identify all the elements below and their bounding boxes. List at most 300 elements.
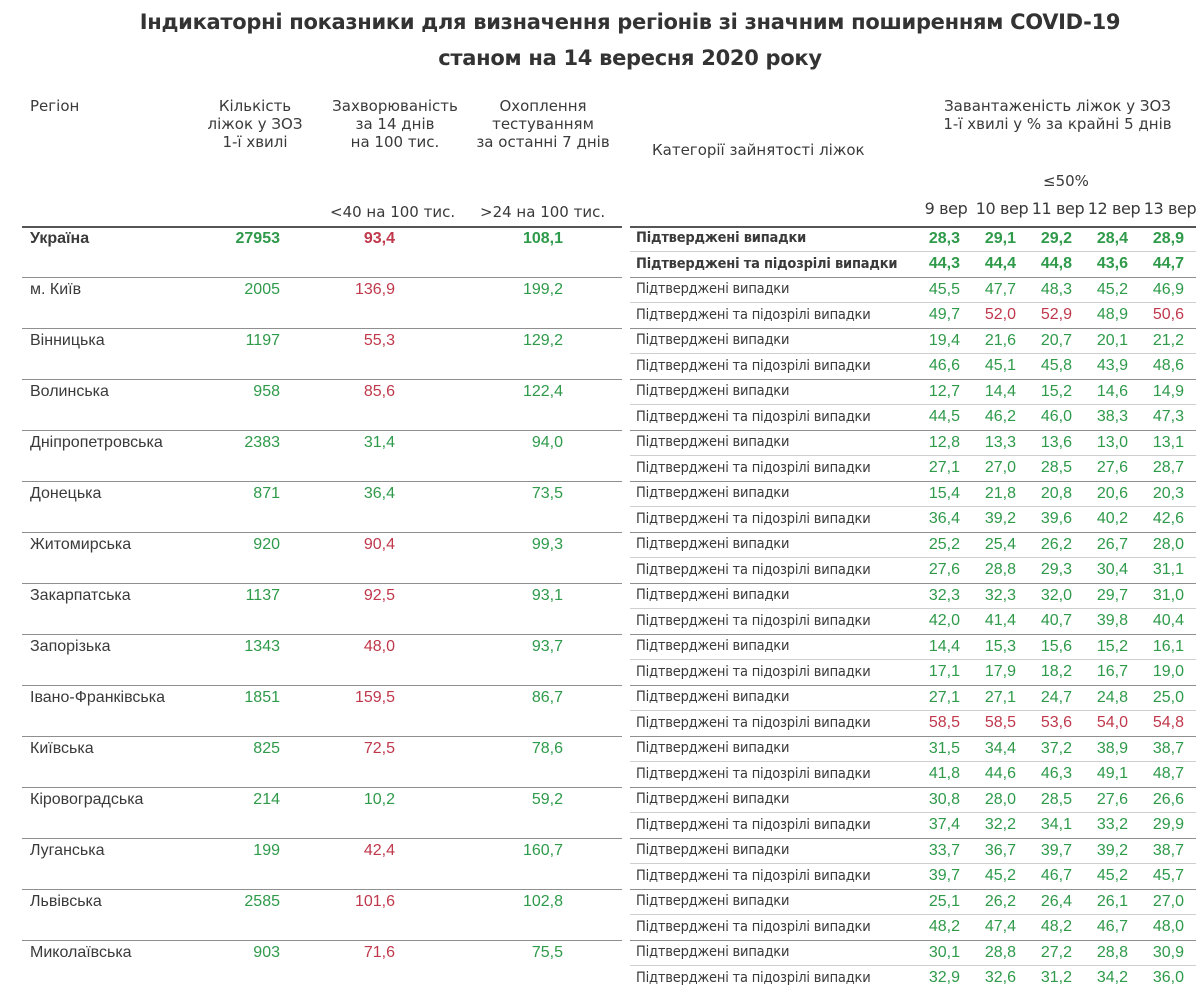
beds-count: 2383 [244,434,280,451]
beds-count: 871 [253,485,280,502]
load-value: 20,1 [1096,332,1128,349]
category-confirmed: Підтверджені випадки [636,893,790,909]
row-divider [22,583,622,584]
load-values-suspected [910,255,1190,273]
testing-value: 99,3 [531,536,563,553]
morbidity-value: 36,4 [363,485,395,502]
load-value: 40,7 [1040,612,1072,629]
category-suspected: Підтверджені та підозрілі випадки [636,307,871,323]
load-value: 44,5 [928,408,960,425]
load-value: 37,2 [1040,740,1072,757]
load-value: 13,6 [1040,434,1072,451]
testing-value: 122,4 [522,383,563,400]
beds-count: 1343 [244,638,280,655]
load-value: 39,2 [1096,842,1128,859]
load-value: 26,2 [984,893,1016,910]
load-value: 38,7 [1152,740,1184,757]
load-value: 45,5 [928,281,960,298]
load-value: 15,4 [928,485,960,502]
date-headers [918,199,1198,218]
row-subdivider [630,965,1196,966]
load-value: 16,7 [1096,663,1128,680]
category-suspected: Підтверджені та підозрілі випадки [636,817,871,833]
load-value: 45,8 [1040,357,1072,374]
load-value: 14,4 [984,383,1016,400]
load-value: 36,0 [1152,969,1184,986]
row-divider [22,328,622,329]
load-value: 28,7 [1152,459,1184,476]
load-value: 31,5 [928,740,960,757]
row-divider [630,889,1196,890]
category-suspected: Підтверджені та підозрілі випадки [636,766,871,782]
category-confirmed: Підтверджені випадки [636,485,790,501]
load-value: 30,9 [1152,944,1184,961]
load-value: 45,2 [1096,281,1128,298]
load-value: 44,8 [1040,255,1072,272]
load-value: 21,8 [984,485,1016,502]
row-subdivider [630,812,1196,813]
load-value: 20,6 [1096,485,1128,502]
load-value: 48,6 [1152,357,1184,374]
load-value: 58,5 [984,714,1016,731]
load-value: 15,6 [1040,638,1072,655]
morbidity-value: 159,5 [354,689,395,706]
load-value: 48,9 [1096,306,1128,323]
region-name: Луганська [30,842,105,859]
row-divider [22,685,622,686]
row-subdivider [630,863,1196,864]
load-value: 46,7 [1096,918,1128,935]
load-value: 45,2 [984,867,1016,884]
load-value: 32,9 [928,969,960,986]
testing-value: 199,2 [522,281,563,298]
date-header: 11 вер [1031,199,1085,218]
load-value: 46,3 [1040,765,1072,782]
load-value: 14,9 [1152,383,1184,400]
load-value: 24,8 [1096,689,1128,706]
row-subdivider [630,608,1196,609]
testing-value: 93,1 [531,587,563,604]
load-value: 14,6 [1096,383,1128,400]
load-value: 17,1 [928,663,960,680]
category-confirmed: Підтверджені випадки [636,842,790,858]
region-name: Запорізька [30,638,111,655]
morbidity-value: 85,6 [363,383,395,400]
header-category: Категорії зайнятості ліжок [652,141,865,159]
row-divider [630,838,1196,839]
testing-value: 78,6 [531,740,563,757]
load-value: 15,2 [1040,383,1072,400]
beds-count: 2585 [244,893,280,910]
load-value: 38,7 [1152,842,1184,859]
load-values-confirmed [910,842,1190,860]
header-bed-load: Завантаженість ліжок у ЗОЗ 1-ї хвилі у % за крайні 5 днів [943,97,1172,133]
row-subdivider [630,914,1196,915]
load-values-confirmed [910,740,1190,758]
header-morbidity: Захворюваність за 14 днів на 100 тис. [332,97,458,151]
region-name: Івано-Франківська [30,689,165,706]
load-value: 44,3 [928,255,960,272]
region-name: Вінницька [30,332,105,349]
beds-count: 1197 [245,332,280,349]
row-divider [22,277,622,278]
load-value: 27,6 [1096,459,1128,476]
date-header: 10 вер [975,199,1029,218]
row-divider [630,328,1196,329]
load-value: 20,8 [1040,485,1072,502]
load-value: 42,0 [928,612,960,629]
testing-value: 75,5 [531,944,563,961]
row-subdivider [630,557,1196,558]
load-value: 29,1 [984,230,1016,247]
category-confirmed: Підтверджені випадки [636,791,790,807]
load-value: 38,3 [1096,408,1128,425]
row-divider [630,685,1196,686]
load-values-confirmed [910,434,1190,452]
load-value: 48,3 [1040,281,1072,298]
testing-value: 73,5 [531,485,563,502]
load-value: 21,2 [1152,332,1184,349]
load-values-confirmed [910,638,1190,656]
row-divider [630,736,1196,737]
load-value: 58,5 [928,714,960,731]
morbidity-value: 90,4 [363,536,395,553]
category-confirmed: Підтверджені випадки [636,587,790,603]
load-values-confirmed [910,587,1190,605]
row-divider [630,430,1196,431]
beds-count: 214 [253,791,280,808]
load-value: 32,3 [928,587,960,604]
category-suspected: Підтверджені та підозрілі випадки [636,919,871,935]
load-value: 53,6 [1040,714,1072,731]
load-value: 47,3 [1152,408,1184,425]
row-divider [22,481,622,482]
load-value: 34,4 [984,740,1016,757]
table-row [0,838,1200,889]
load-value: 48,0 [1152,918,1184,935]
load-value: 27,6 [1096,791,1128,808]
load-value: 20,3 [1152,485,1184,502]
row-divider [22,634,622,635]
load-values-confirmed [910,485,1190,503]
row-subdivider [630,251,1196,252]
load-value: 15,3 [984,638,1016,655]
testing-value: 93,7 [531,638,563,655]
load-value: 52,0 [984,306,1016,323]
load-threshold: ≤50% [1043,172,1089,190]
category-confirmed: Підтверджені випадки [636,281,790,297]
load-value: 40,2 [1096,510,1128,527]
load-value: 25,0 [1152,689,1184,706]
load-values-confirmed [910,281,1190,299]
load-value: 39,7 [1040,842,1072,859]
load-value: 20,7 [1040,332,1072,349]
load-value: 49,1 [1096,765,1128,782]
load-value: 29,3 [1040,561,1072,578]
row-subdivider [630,761,1196,762]
testing-value: 94,0 [531,434,563,451]
beds-count: 1137 [245,587,280,604]
load-value: 27,1 [928,459,960,476]
load-value: 48,2 [928,918,960,935]
load-value: 28,8 [984,561,1016,578]
table-row [0,634,1200,685]
load-value: 32,0 [1040,587,1072,604]
row-divider [630,277,1196,278]
region-name: Донецька [30,485,102,502]
beds-count: 2005 [244,281,280,298]
row-divider [630,481,1196,482]
load-value: 46,6 [928,357,960,374]
load-value: 25,4 [984,536,1016,553]
load-value: 50,6 [1152,306,1184,323]
row-divider [630,583,1196,584]
load-values-suspected [910,918,1190,936]
load-value: 27,6 [928,561,960,578]
category-suspected: Підтверджені та підозрілі випадки [636,970,871,986]
load-value: 46,2 [984,408,1016,425]
load-values-suspected [910,816,1190,834]
load-value: 46,0 [1040,408,1072,425]
load-value: 16,1 [1152,638,1184,655]
load-value: 39,7 [928,867,960,884]
row-divider [22,736,622,737]
testing-value: 160,7 [522,842,563,859]
region-name: Кіровоградська [30,791,144,808]
load-values-suspected [910,663,1190,681]
beds-count: 920 [253,536,280,553]
load-value: 28,8 [1096,944,1128,961]
beds-count: 825 [253,740,280,757]
load-value: 47,7 [984,281,1016,298]
load-value: 19,0 [1152,663,1184,680]
load-values-suspected [910,867,1190,885]
load-value: 31,0 [1152,587,1184,604]
date-header: 9 вер [924,199,968,218]
region-name: Волинська [30,383,109,400]
load-value: 42,6 [1152,510,1184,527]
beds-count: 958 [253,383,280,400]
category-suspected: Підтверджені та підозрілі випадки [636,409,871,425]
testing-value: 102,8 [522,893,563,910]
load-value: 29,2 [1040,230,1072,247]
row-divider [630,226,1196,228]
load-value: 38,9 [1096,740,1128,757]
load-value: 33,7 [928,842,960,859]
header-beds: Кількість ліжок у ЗОЗ 1-ї хвилі [207,97,303,151]
load-values-suspected [910,510,1190,528]
load-value: 14,4 [928,638,960,655]
load-value: 26,2 [1040,536,1072,553]
header-region: Регіон [30,97,80,115]
page-subtitle: станом на 14 вересня 2020 року [438,46,822,70]
load-value: 40,4 [1152,612,1184,629]
header-testing: Охоплення тестуванням за останні 7 днів [476,97,610,151]
category-confirmed: Підтверджені випадки [636,383,790,399]
morbidity-value: 31,4 [363,434,395,451]
load-value: 43,9 [1096,357,1128,374]
region-name: Львівська [30,893,102,910]
morbidity-value: 101,6 [354,893,395,910]
row-divider [22,532,622,533]
row-divider [22,379,622,380]
category-confirmed: Підтверджені випадки [636,638,790,654]
row-subdivider [630,302,1196,303]
load-value: 18,2 [1040,663,1072,680]
morbidity-value: 42,4 [363,842,395,859]
table-row [0,277,1200,328]
row-divider [22,226,622,228]
load-values-suspected [910,459,1190,477]
page-title: Індикаторні показники для визначення регіонів зі значним поширенням COVID-19 [139,10,1121,34]
category-suspected: Підтверджені та підозрілі випадки [636,613,871,629]
morbidity-value: 72,5 [363,740,395,757]
load-value: 45,2 [1096,867,1128,884]
category-suspected: Підтверджені та підозрілі випадки [636,868,871,884]
load-values-confirmed [910,893,1190,911]
row-divider [630,940,1196,941]
row-subdivider [630,353,1196,354]
load-values-suspected [910,765,1190,783]
row-divider [22,940,622,941]
table-row [0,430,1200,481]
category-confirmed: Підтверджені випадки [636,332,790,348]
load-values-suspected [910,714,1190,732]
load-value: 45,7 [1152,867,1184,884]
category-confirmed: Підтверджені випадки [636,944,790,960]
load-value: 30,8 [928,791,960,808]
load-values-suspected [910,357,1190,375]
load-values-suspected [910,306,1190,324]
load-values-confirmed [910,791,1190,809]
load-values-confirmed [910,536,1190,554]
indicator-table [0,226,1200,991]
row-divider [22,838,622,839]
load-value: 32,3 [984,587,1016,604]
load-value: 28,4 [1096,230,1128,247]
load-value: 21,6 [984,332,1016,349]
row-divider [630,379,1196,380]
load-value: 32,6 [984,969,1016,986]
beds-count: 199 [253,842,280,859]
load-value: 27,0 [1152,893,1184,910]
category-confirmed: Підтверджені випадки [636,536,790,552]
morbidity-value: 10,2 [363,791,395,808]
category-suspected: Підтверджені та підозрілі випадки [636,511,871,527]
table-row [0,226,1200,277]
table-row [0,532,1200,583]
load-value: 15,2 [1096,638,1128,655]
row-subdivider [630,659,1196,660]
row-divider [22,889,622,890]
load-value: 32,2 [984,816,1016,833]
load-value: 48,7 [1152,765,1184,782]
testing-value: 86,7 [531,689,563,706]
region-name: Дніпропетровська [30,434,163,451]
testing-value: 108,1 [522,230,563,247]
table-row [0,583,1200,634]
load-value: 47,4 [984,918,1016,935]
category-suspected: Підтверджені та підозрілі випадки [636,358,871,374]
load-value: 26,6 [1152,791,1184,808]
testing-threshold: >24 на 100 тис. [480,203,606,221]
load-values-suspected [910,969,1190,987]
category-suspected: Підтверджені та підозрілі випадки [636,256,898,272]
load-value: 13,1 [1152,434,1184,451]
load-value: 13,3 [984,434,1016,451]
load-value: 27,1 [984,689,1016,706]
date-header: 12 вер [1087,199,1141,218]
load-value: 12,7 [928,383,960,400]
load-value: 28,0 [1152,536,1184,553]
beds-count: 27953 [235,230,280,247]
load-value: 13,0 [1096,434,1128,451]
row-subdivider [630,506,1196,507]
load-values-confirmed [910,332,1190,350]
load-value: 41,8 [928,765,960,782]
load-value: 27,1 [928,689,960,706]
row-divider [22,430,622,431]
load-value: 49,7 [928,306,960,323]
testing-value: 129,2 [522,332,563,349]
load-value: 25,1 [928,893,960,910]
table-row [0,328,1200,379]
load-value: 52,9 [1040,306,1072,323]
load-value: 29,7 [1096,587,1128,604]
date-header: 13 вер [1143,199,1197,218]
load-value: 46,7 [1040,867,1072,884]
row-subdivider [630,710,1196,711]
load-value: 34,1 [1040,816,1072,833]
load-value: 54,0 [1096,714,1128,731]
load-values-suspected [910,561,1190,579]
load-value: 48,2 [1040,918,1072,935]
region-name: Київська [30,740,94,757]
load-value: 45,1 [984,357,1016,374]
region-name: Миколаївська [30,944,132,961]
load-value: 44,7 [1152,255,1184,272]
load-value: 28,9 [1152,230,1184,247]
load-value: 26,7 [1096,536,1128,553]
load-value: 46,9 [1152,281,1184,298]
load-value: 24,7 [1040,689,1072,706]
load-value: 36,4 [928,510,960,527]
load-value: 28,5 [1040,459,1072,476]
morbidity-value: 48,0 [363,638,395,655]
region-name: Україна [30,230,90,247]
load-value: 30,1 [928,944,960,961]
load-value: 28,3 [928,230,960,247]
load-value: 39,6 [1040,510,1072,527]
load-value: 30,4 [1096,561,1128,578]
load-values-suspected [910,612,1190,630]
load-values-confirmed [910,383,1190,401]
load-value: 36,7 [984,842,1016,859]
load-value: 12,8 [928,434,960,451]
table-row [0,685,1200,736]
load-value: 39,8 [1096,612,1128,629]
category-confirmed: Підтверджені випадки [636,230,807,246]
morbidity-value: 71,6 [363,944,395,961]
table-row [0,787,1200,838]
load-value: 44,4 [984,255,1016,272]
load-value: 54,8 [1152,714,1184,731]
load-value: 37,4 [928,816,960,833]
category-suspected: Підтверджені та підозрілі випадки [636,562,871,578]
row-divider [630,634,1196,635]
testing-value: 59,2 [531,791,563,808]
table-row [0,379,1200,430]
